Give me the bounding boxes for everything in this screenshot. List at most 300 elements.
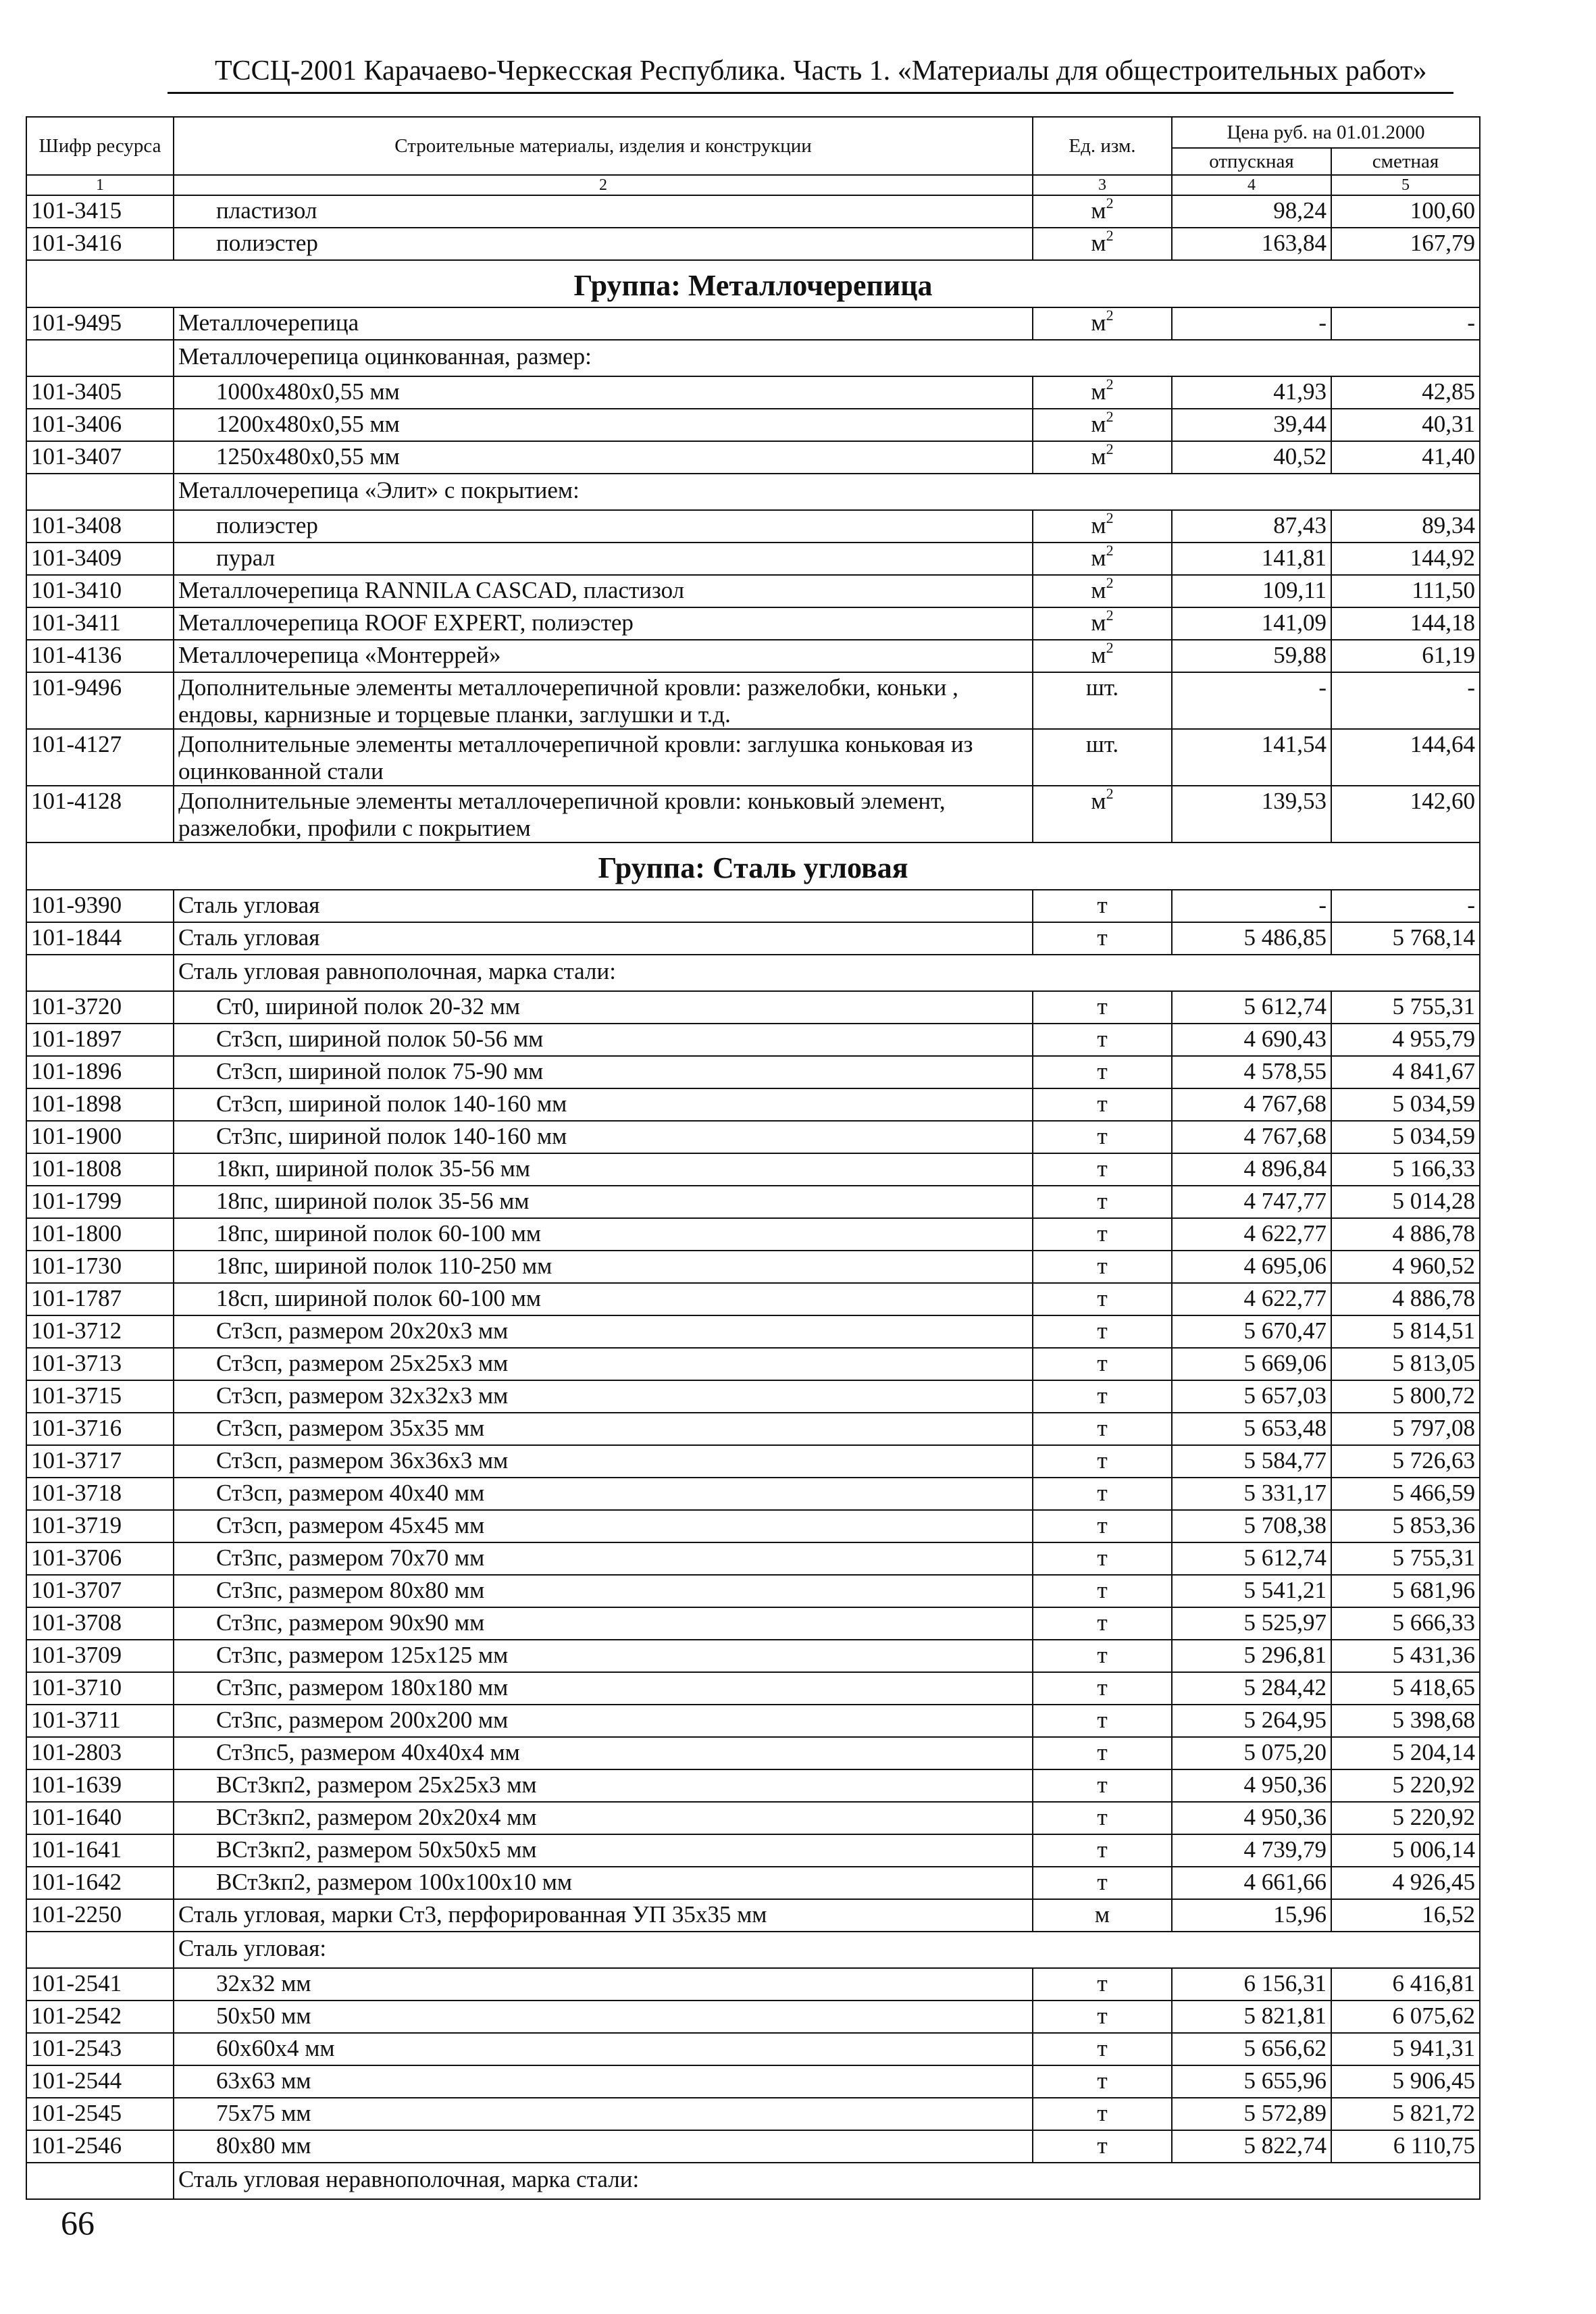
- release-price: 5 525,97: [1172, 1607, 1331, 1640]
- unit-cell: [1033, 1968, 1172, 2001]
- unit: т: [1097, 1285, 1108, 1311]
- table-row: [26, 1802, 1480, 1834]
- release-price: 4 661,66: [1172, 1867, 1331, 1899]
- resource-code: 101-4128: [26, 786, 174, 842]
- unit: т: [1097, 924, 1108, 951]
- unit: т: [1097, 1350, 1108, 1376]
- table-row: [26, 991, 1480, 1024]
- resource-code: 101-3711: [26, 1705, 174, 1737]
- resource-code: 101-1640: [26, 1802, 174, 1834]
- release-price: 15,96: [1172, 1899, 1331, 1932]
- unit-cell: [1033, 1802, 1172, 1834]
- unit-cell: [1033, 510, 1172, 543]
- release-price: -: [1172, 672, 1331, 729]
- release-price: 39,44: [1172, 409, 1331, 441]
- release-price: 6 156,31: [1172, 1968, 1331, 2001]
- col-number: 3: [1033, 175, 1172, 195]
- unit-cell: [1033, 1413, 1172, 1445]
- resource-code: 101-3712: [26, 1315, 174, 1348]
- table-row: [26, 1672, 1480, 1705]
- resource-code: 101-4127: [26, 729, 174, 786]
- unit-exponent: 2: [1106, 441, 1114, 458]
- price-table: [26, 116, 1481, 2200]
- estimate-price: 5 941,31: [1331, 2033, 1480, 2065]
- estimate-price: 4 886,78: [1331, 1283, 1480, 1315]
- material-name: ВСт3кп2, размером 20х20х4 мм: [174, 1802, 1033, 1834]
- release-price: 5 821,81: [1172, 2001, 1331, 2033]
- release-price: 139,53: [1172, 786, 1331, 842]
- resource-code: 101-1898: [26, 1088, 174, 1121]
- estimate-price: 5 466,59: [1331, 1478, 1480, 1510]
- unit-cell: [1033, 890, 1172, 922]
- release-price: 40,52: [1172, 441, 1331, 474]
- unit-cell: [1033, 1607, 1172, 1640]
- unit-cell: [1033, 1121, 1172, 1153]
- unit: т: [1097, 1382, 1108, 1409]
- unit: шт.: [1085, 731, 1119, 757]
- unit-cell: [1033, 376, 1172, 409]
- unit: т: [1097, 1577, 1108, 1603]
- release-price: 5 572,89: [1172, 2098, 1331, 2130]
- unit: т: [1097, 1480, 1108, 1506]
- estimate-price: 4 955,79: [1331, 1024, 1480, 1056]
- unit: т: [1097, 1415, 1108, 1441]
- subheading-spacer: [26, 1932, 174, 1968]
- release-price: 5 669,06: [1172, 1348, 1331, 1380]
- resource-code: 101-3720: [26, 991, 174, 1024]
- release-price: 5 670,47: [1172, 1315, 1331, 1348]
- estimate-price: 5 034,59: [1331, 1121, 1480, 1153]
- unit-exponent: 2: [1106, 228, 1114, 245]
- unit: м: [1091, 788, 1106, 814]
- resource-code: 101-3408: [26, 510, 174, 543]
- unit: т: [1097, 1220, 1108, 1247]
- resource-code: 101-3717: [26, 1445, 174, 1478]
- release-price: 4 767,68: [1172, 1088, 1331, 1121]
- table-row: [26, 376, 1480, 409]
- release-price: 4 578,55: [1172, 1056, 1331, 1088]
- material-name: Дополнительные элементы металлочерепичной кровли: разжелобки, коньки , ендовы, карнизные и торцевые планки, заглушки и т.д.: [174, 672, 1033, 729]
- material-name: 32х32 мм: [174, 1968, 1033, 2001]
- table-row: [26, 1510, 1480, 1542]
- release-price: 5 296,81: [1172, 1640, 1331, 1672]
- unit: т: [1097, 1090, 1108, 1117]
- resource-code: 101-1642: [26, 1867, 174, 1899]
- release-price: 5 708,38: [1172, 1510, 1331, 1542]
- group-heading: Группа: Металлочерепица: [26, 260, 1480, 307]
- unit: т: [1097, 1155, 1108, 1182]
- estimate-price: 5 797,08: [1331, 1413, 1480, 1445]
- material-name: Ст3сп, шириной полок 75-90 мм: [174, 1056, 1033, 1088]
- table-row: [26, 1542, 1480, 1575]
- unit-cell: [1033, 640, 1172, 672]
- estimate-price: 42,85: [1331, 376, 1480, 409]
- table-row: [26, 441, 1480, 474]
- unit: м: [1091, 378, 1106, 405]
- resource-code: 101-9390: [26, 890, 174, 922]
- release-price: 5 653,48: [1172, 1413, 1331, 1445]
- material-name: Ст3сп, размером 25х25х3 мм: [174, 1348, 1033, 1380]
- release-price: 5 657,03: [1172, 1380, 1331, 1413]
- col-header-unit: Ед. изм.: [1033, 117, 1172, 175]
- resource-code: 101-3708: [26, 1607, 174, 1640]
- unit: т: [1097, 1317, 1108, 1344]
- table-row: [26, 2130, 1480, 2163]
- release-price: 141,54: [1172, 729, 1331, 786]
- table-row: [26, 1121, 1480, 1153]
- unit: т: [1097, 993, 1108, 1020]
- material-name: Ст3сп, размером 36х36х3 мм: [174, 1445, 1033, 1478]
- estimate-price: 5 220,92: [1331, 1769, 1480, 1802]
- estimate-price: 5 768,14: [1331, 922, 1480, 955]
- material-name: Дополнительные элементы металлочерепичной кровли: заглушка коньковая из оцинкованной стали: [174, 729, 1033, 786]
- estimate-price: 4 886,78: [1331, 1218, 1480, 1251]
- table-row: [26, 1283, 1480, 1315]
- resource-code: 101-2250: [26, 1899, 174, 1932]
- unit-exponent: 2: [1106, 195, 1114, 212]
- col-number: 2: [174, 175, 1033, 195]
- table-row: [26, 1413, 1480, 1445]
- col-number: 5: [1331, 175, 1480, 195]
- material-name: Ст3пс, шириной полок 140-160 мм: [174, 1121, 1033, 1153]
- unit: т: [1097, 1253, 1108, 1279]
- material-name: 1000х480х0,55 мм: [174, 376, 1033, 409]
- unit-cell: [1033, 195, 1172, 228]
- subheading-row: [26, 474, 1480, 510]
- unit-cell: [1033, 1251, 1172, 1283]
- unit-cell: [1033, 1153, 1172, 1186]
- material-name: ВСт3кп2, размером 50х50х5 мм: [174, 1834, 1033, 1867]
- resource-code: 101-1844: [26, 922, 174, 955]
- unit-cell: [1033, 2065, 1172, 2098]
- resource-code: 101-1641: [26, 1834, 174, 1867]
- unit-cell: [1033, 729, 1172, 786]
- material-name: полиэстер: [174, 228, 1033, 260]
- table-row: [26, 543, 1480, 575]
- estimate-price: 5 755,31: [1331, 991, 1480, 1024]
- table-row: [26, 1186, 1480, 1218]
- unit-cell: [1033, 1315, 1172, 1348]
- material-name: Ст3пс5, размером 40х40х4 мм: [174, 1737, 1033, 1769]
- page-number: 66: [61, 2204, 95, 2242]
- estimate-price: 5 755,31: [1331, 1542, 1480, 1575]
- material-name: Ст0, шириной полок 20-32 мм: [174, 991, 1033, 1024]
- table-row: [26, 640, 1480, 672]
- resource-code: 101-1808: [26, 1153, 174, 1186]
- unit-cell: [1033, 1348, 1172, 1380]
- resource-code: 101-9495: [26, 307, 174, 340]
- release-price: 87,43: [1172, 510, 1331, 543]
- estimate-price: 5 813,05: [1331, 1348, 1480, 1380]
- table-row: [26, 1380, 1480, 1413]
- table-row: [26, 1445, 1480, 1478]
- table-row: [26, 195, 1480, 228]
- unit-cell: [1033, 1445, 1172, 1478]
- table-row: [26, 575, 1480, 607]
- col-header-name: Строительные материалы, изделия и конструкции: [174, 117, 1033, 175]
- material-name: 18пс, шириной полок 60-100 мм: [174, 1218, 1033, 1251]
- unit-cell: [1033, 1672, 1172, 1705]
- resource-code: 101-3718: [26, 1478, 174, 1510]
- unit: т: [1097, 1188, 1108, 1214]
- col-header-release-price: отпускная: [1172, 148, 1331, 175]
- release-price: 4 622,77: [1172, 1218, 1331, 1251]
- estimate-price: 61,19: [1331, 640, 1480, 672]
- unit-cell: [1033, 1705, 1172, 1737]
- material-name: Металлочерепица: [174, 307, 1033, 340]
- table-row: [26, 1251, 1480, 1283]
- resource-code: 101-2544: [26, 2065, 174, 2098]
- col-header-price: Цена руб. на 01.01.2000: [1172, 117, 1480, 148]
- release-price: 41,93: [1172, 376, 1331, 409]
- release-price: 5 264,95: [1172, 1705, 1331, 1737]
- table-row: [26, 1088, 1480, 1121]
- release-price: 4 690,43: [1172, 1024, 1331, 1056]
- material-name: Ст3пс, размером 90х90 мм: [174, 1607, 1033, 1640]
- table-row: [26, 2098, 1480, 2130]
- estimate-price: 144,64: [1331, 729, 1480, 786]
- resource-code: 101-2803: [26, 1737, 174, 1769]
- unit: м: [1091, 609, 1106, 636]
- table-row: [26, 1575, 1480, 1607]
- unit-cell: [1033, 1834, 1172, 1867]
- release-price: 5 075,20: [1172, 1737, 1331, 1769]
- unit-cell: [1033, 1737, 1172, 1769]
- estimate-price: 100,60: [1331, 195, 1480, 228]
- material-name: 18пс, шириной полок 110-250 мм: [174, 1251, 1033, 1283]
- unit: шт.: [1085, 674, 1119, 701]
- table-row: [26, 510, 1480, 543]
- resource-code: 101-1799: [26, 1186, 174, 1218]
- unit-cell: [1033, 2130, 1172, 2163]
- subheading-row: [26, 340, 1480, 376]
- estimate-price: 6 416,81: [1331, 1968, 1480, 2001]
- subheading-label: Металлочерепица оцинкованная, размер:: [174, 340, 1480, 376]
- unit-cell: [1033, 441, 1172, 474]
- table-row: [26, 1315, 1480, 1348]
- unit-cell: [1033, 1510, 1172, 1542]
- table-row: [26, 1769, 1480, 1802]
- table-row: [26, 1640, 1480, 1672]
- unit: т: [1097, 2132, 1108, 2159]
- material-name: Ст3пс, размером 80х80 мм: [174, 1575, 1033, 1607]
- material-name: Ст3сп, размером 40х40 мм: [174, 1478, 1033, 1510]
- material-name: Металлочерепица RANNILA CASCAD, пластизол: [174, 575, 1033, 607]
- release-price: 5 656,62: [1172, 2033, 1331, 2065]
- unit: т: [1097, 1869, 1108, 1895]
- col-header-estimate-price: сметная: [1331, 148, 1480, 175]
- estimate-price: 5 220,92: [1331, 1802, 1480, 1834]
- resource-code: 101-3409: [26, 543, 174, 575]
- resource-code: 101-1897: [26, 1024, 174, 1056]
- table-row: [26, 922, 1480, 955]
- table-row: [26, 1899, 1480, 1932]
- resource-code: 101-3407: [26, 441, 174, 474]
- estimate-price: 16,52: [1331, 1899, 1480, 1932]
- estimate-price: 4 926,45: [1331, 1867, 1480, 1899]
- release-price: 5 331,17: [1172, 1478, 1331, 1510]
- unit-cell: [1033, 1024, 1172, 1056]
- subheading-label: Металлочерепица «Элит» с покрытием:: [174, 474, 1480, 510]
- table-row: [26, 409, 1480, 441]
- unit: м: [1091, 230, 1106, 256]
- release-price: 109,11: [1172, 575, 1331, 607]
- estimate-price: 41,40: [1331, 441, 1480, 474]
- unit-cell: [1033, 543, 1172, 575]
- resource-code: 101-2542: [26, 2001, 174, 2033]
- release-price: 5 486,85: [1172, 922, 1331, 955]
- resource-code: 101-3405: [26, 376, 174, 409]
- material-name: Металлочерепица «Монтеррей»: [174, 640, 1033, 672]
- unit: м: [1091, 197, 1106, 224]
- unit: т: [1097, 1771, 1108, 1798]
- material-name: 63х63 мм: [174, 2065, 1033, 2098]
- unit-cell: [1033, 922, 1172, 955]
- estimate-price: 111,50: [1331, 575, 1480, 607]
- unit-exponent: 2: [1106, 640, 1114, 657]
- table-row: [26, 1737, 1480, 1769]
- unit: т: [1097, 1512, 1108, 1538]
- estimate-price: 6 110,75: [1331, 2130, 1480, 2163]
- subheading-label: Сталь угловая неравнополочная, марка стали:: [174, 2163, 1480, 2199]
- unit: т: [1097, 1544, 1108, 1571]
- release-price: 5 584,77: [1172, 1445, 1331, 1478]
- unit-exponent: 2: [1106, 307, 1114, 324]
- col-number: 1: [26, 175, 174, 195]
- resource-code: 101-1639: [26, 1769, 174, 1802]
- estimate-price: 142,60: [1331, 786, 1480, 842]
- unit-cell: [1033, 409, 1172, 441]
- release-price: 4 950,36: [1172, 1769, 1331, 1802]
- resource-code: 101-3719: [26, 1510, 174, 1542]
- subheading-spacer: [26, 2163, 174, 2199]
- table-row: [26, 1478, 1480, 1510]
- table-row: [26, 1153, 1480, 1186]
- unit-exponent: 2: [1106, 376, 1114, 393]
- estimate-price: 6 075,62: [1331, 2001, 1480, 2033]
- unit-cell: [1033, 1542, 1172, 1575]
- release-price: 5 612,74: [1172, 1542, 1331, 1575]
- unit: т: [1097, 1836, 1108, 1863]
- estimate-price: 5 821,72: [1331, 2098, 1480, 2130]
- material-name: полиэстер: [174, 510, 1033, 543]
- estimate-price: 5 681,96: [1331, 1575, 1480, 1607]
- unit: т: [1097, 1447, 1108, 1474]
- subheading-row: [26, 2163, 1480, 2199]
- unit-cell: [1033, 2098, 1172, 2130]
- resource-code: 101-3416: [26, 228, 174, 260]
- unit: м: [1091, 545, 1106, 571]
- resource-code: 101-3716: [26, 1413, 174, 1445]
- resource-code: 101-9496: [26, 672, 174, 729]
- resource-code: 101-1800: [26, 1218, 174, 1251]
- material-name: Ст3пс, размером 180х180 мм: [174, 1672, 1033, 1705]
- material-name: пурал: [174, 543, 1033, 575]
- material-name: Ст3сп, размером 32х32х3 мм: [174, 1380, 1033, 1413]
- release-price: 5 541,21: [1172, 1575, 1331, 1607]
- resource-code: 101-3415: [26, 195, 174, 228]
- resource-code: 101-1787: [26, 1283, 174, 1315]
- material-name: 50х50 мм: [174, 2001, 1033, 2033]
- unit: т: [1097, 2035, 1108, 2061]
- estimate-price: 144,18: [1331, 607, 1480, 640]
- table-row: [26, 1968, 1480, 2001]
- table-row: [26, 1056, 1480, 1088]
- material-name: Ст3пс, размером 125х125 мм: [174, 1640, 1033, 1672]
- resource-code: 101-3707: [26, 1575, 174, 1607]
- material-name: Ст3сп, размером 20х20х3 мм: [174, 1315, 1033, 1348]
- unit-exponent: 2: [1106, 575, 1114, 592]
- unit: т: [1097, 1642, 1108, 1668]
- resource-code: 101-3411: [26, 607, 174, 640]
- unit-cell: [1033, 607, 1172, 640]
- unit-cell: [1033, 1283, 1172, 1315]
- material-name: Металлочерепица ROOF EXPERT, полиэстер: [174, 607, 1033, 640]
- estimate-price: 5 006,14: [1331, 1834, 1480, 1867]
- table-row: [26, 2001, 1480, 2033]
- material-name: 75х75 мм: [174, 2098, 1033, 2130]
- material-name: Ст3пс, размером 200х200 мм: [174, 1705, 1033, 1737]
- release-price: 4 695,06: [1172, 1251, 1331, 1283]
- estimate-price: 5 204,14: [1331, 1737, 1480, 1769]
- material-name: Ст3сп, размером 35х35 мм: [174, 1413, 1033, 1445]
- unit: т: [1097, 1609, 1108, 1636]
- release-price: 4 747,77: [1172, 1186, 1331, 1218]
- release-price: 5 655,96: [1172, 2065, 1331, 2098]
- release-price: 59,88: [1172, 640, 1331, 672]
- unit-cell: [1033, 1186, 1172, 1218]
- resource-code: 101-3709: [26, 1640, 174, 1672]
- table-row: [26, 1218, 1480, 1251]
- table-row: [26, 307, 1480, 340]
- release-price: 5 822,74: [1172, 2130, 1331, 2163]
- subheading-label: Сталь угловая равнополочная, марка стали:: [174, 955, 1480, 991]
- material-name: 80х80 мм: [174, 2130, 1033, 2163]
- estimate-price: 5 800,72: [1331, 1380, 1480, 1413]
- unit-cell: [1033, 1056, 1172, 1088]
- unit: м: [1091, 411, 1106, 437]
- material-name: Сталь угловая: [174, 890, 1033, 922]
- estimate-price: 5 906,45: [1331, 2065, 1480, 2098]
- material-name: Ст3сп, шириной полок 50-56 мм: [174, 1024, 1033, 1056]
- unit: м: [1091, 642, 1106, 668]
- material-name: Ст3сп, шириной полок 140-160 мм: [174, 1088, 1033, 1121]
- material-name: ВСт3кп2, размером 25х25х3 мм: [174, 1769, 1033, 1802]
- page-title: ТССЦ-2001 Карачаево-Черкесская Республика. Часть 1. «Материалы для общестроительных работ»: [215, 55, 1427, 86]
- material-name: 18сп, шириной полок 60-100 мм: [174, 1283, 1033, 1315]
- estimate-price: 5 666,33: [1331, 1607, 1480, 1640]
- unit: м: [1091, 577, 1106, 603]
- unit-cell: [1033, 1867, 1172, 1899]
- resource-code: 101-3713: [26, 1348, 174, 1380]
- table-row: [26, 672, 1480, 729]
- unit-cell: [1033, 672, 1172, 729]
- col-header-code: Шифр ресурса: [26, 117, 174, 175]
- unit-cell: [1033, 991, 1172, 1024]
- unit: т: [1097, 1058, 1108, 1084]
- estimate-price: 5 034,59: [1331, 1088, 1480, 1121]
- table-row: [26, 1705, 1480, 1737]
- subheading-spacer: [26, 474, 174, 510]
- estimate-price: 5 853,36: [1331, 1510, 1480, 1542]
- unit: т: [1097, 1804, 1108, 1830]
- resource-code: 101-1896: [26, 1056, 174, 1088]
- subheading-spacer: [26, 955, 174, 991]
- table-row: [26, 2033, 1480, 2065]
- unit-cell: [1033, 786, 1172, 842]
- unit: м: [1091, 309, 1106, 336]
- unit: т: [1097, 1707, 1108, 1733]
